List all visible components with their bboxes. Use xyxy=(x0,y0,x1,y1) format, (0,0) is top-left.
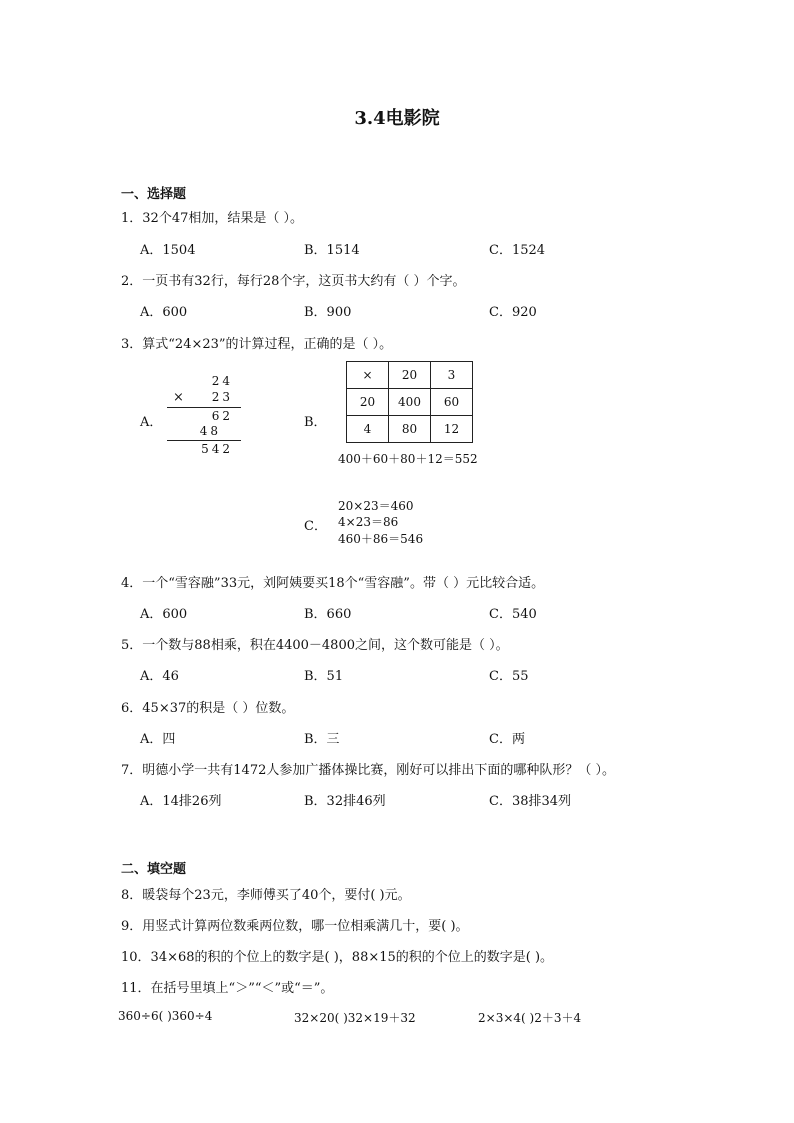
q5-option-c: C．55 xyxy=(489,669,529,684)
q6-option-a: A．四 xyxy=(140,732,176,747)
q11-expression-2: 32×20( )32×19＋32 xyxy=(294,1011,416,1025)
grid-cell: 20 xyxy=(347,389,389,416)
question-2: 2．一页书有32行，每行28个字，这页书大约有（ ）个字。 xyxy=(121,274,466,289)
q7-option-a: A．14排26列 xyxy=(140,794,222,809)
q3-option-b-label: B． xyxy=(304,415,327,430)
vm-partial-2: 48 xyxy=(199,424,221,438)
q4-option-c: C．540 xyxy=(489,607,537,622)
q3-option-a-label: A． xyxy=(140,415,163,430)
q11-expression-3: 2×3×4( )2＋3＋4 xyxy=(478,1011,582,1025)
q2-option-c: C．920 xyxy=(489,305,537,320)
q1-option-a: A．1504 xyxy=(140,243,196,258)
q7-option-c: C．38排34列 xyxy=(489,794,572,809)
question-11: 11．在括号里填上“＞”“＜”或“＝”。 xyxy=(121,981,334,996)
q1-option-b: B．1514 xyxy=(304,243,360,258)
q4-option-b: B．660 xyxy=(304,607,352,622)
vm-multiplier: 23 xyxy=(211,390,233,404)
q2-option-b: B．900 xyxy=(304,305,352,320)
vm-rule-2 xyxy=(167,440,241,441)
grid-cell: 12 xyxy=(431,416,473,443)
grid-cell: 4 xyxy=(347,416,389,443)
vm-product: 542 xyxy=(201,442,233,456)
q4-option-a: A．600 xyxy=(140,607,188,622)
q5-option-a: A．46 xyxy=(140,669,179,684)
question-6: 6．45×37的积是（ ）位数。 xyxy=(121,701,295,716)
question-4: 4．一个“雪容融”33元，刘阿姨要买18个“雪容融”。带（ ）元比较合适。 xyxy=(121,576,545,591)
question-5: 5．一个数与88相乘，积在4400－4800之间，这个数可能是（ ）。 xyxy=(121,638,509,653)
question-10: 10．34×68的积的个位上的数字是( )，88×15的积的个位上的数字是( )。 xyxy=(121,950,554,965)
q3-option-a-vertical-multiplication xyxy=(163,374,241,458)
q5-option-b: B．51 xyxy=(304,669,344,684)
q6-option-c: C．两 xyxy=(489,732,525,747)
section-heading-fill: 二、填空题 xyxy=(121,862,187,877)
question-7: 7．明德小学一共有1472人参加广播体操比赛，刚好可以排出下面的哪种队形？（ ）。 xyxy=(121,763,615,778)
q3-option-c-line-3: 460＋86＝546 xyxy=(338,532,424,546)
page-title: 3.4电影院 xyxy=(354,108,440,129)
question-1: 1．32个47相加，结果是（ ）。 xyxy=(121,211,303,226)
grid-cell: × xyxy=(347,362,389,389)
section-heading-choice: 一、选择题 xyxy=(121,187,187,202)
q2-option-a: A．600 xyxy=(140,305,188,320)
vm-times-sign: × xyxy=(173,390,184,405)
question-8: 8．暖袋每个23元，李师傅买了40个，要付( )元。 xyxy=(121,888,411,903)
q7-option-b: B．32排46列 xyxy=(304,794,386,809)
question-3: 3．算式“24×23”的计算过程，正确的是（ ）。 xyxy=(121,337,393,352)
q6-option-b: B．三 xyxy=(304,732,340,747)
q3-option-c-line-1: 20×23＝460 xyxy=(338,499,414,513)
vm-multiplicand: 24 xyxy=(211,374,233,388)
q3-option-c-line-2: 4×23＝86 xyxy=(338,515,399,529)
vm-rule-1 xyxy=(167,407,241,408)
q1-option-c: C．1524 xyxy=(489,243,546,258)
vm-partial-1: 62 xyxy=(211,409,233,423)
q3-option-b-grid xyxy=(346,361,473,443)
q3-option-b-sum: 400＋60＋80＋12＝552 xyxy=(338,452,478,466)
grid-cell: 60 xyxy=(431,389,473,416)
grid-cell: 400 xyxy=(389,389,431,416)
grid-cell: 80 xyxy=(389,416,431,443)
q11-expression-1: 360÷6( )360÷4 xyxy=(118,1009,213,1023)
q3-option-c-label: C． xyxy=(304,519,327,534)
grid-cell: 3 xyxy=(431,362,473,389)
grid-cell: 20 xyxy=(389,362,431,389)
question-9: 9．用竖式计算两位数乘两位数，哪一位相乘满几十，要( )。 xyxy=(121,919,469,934)
